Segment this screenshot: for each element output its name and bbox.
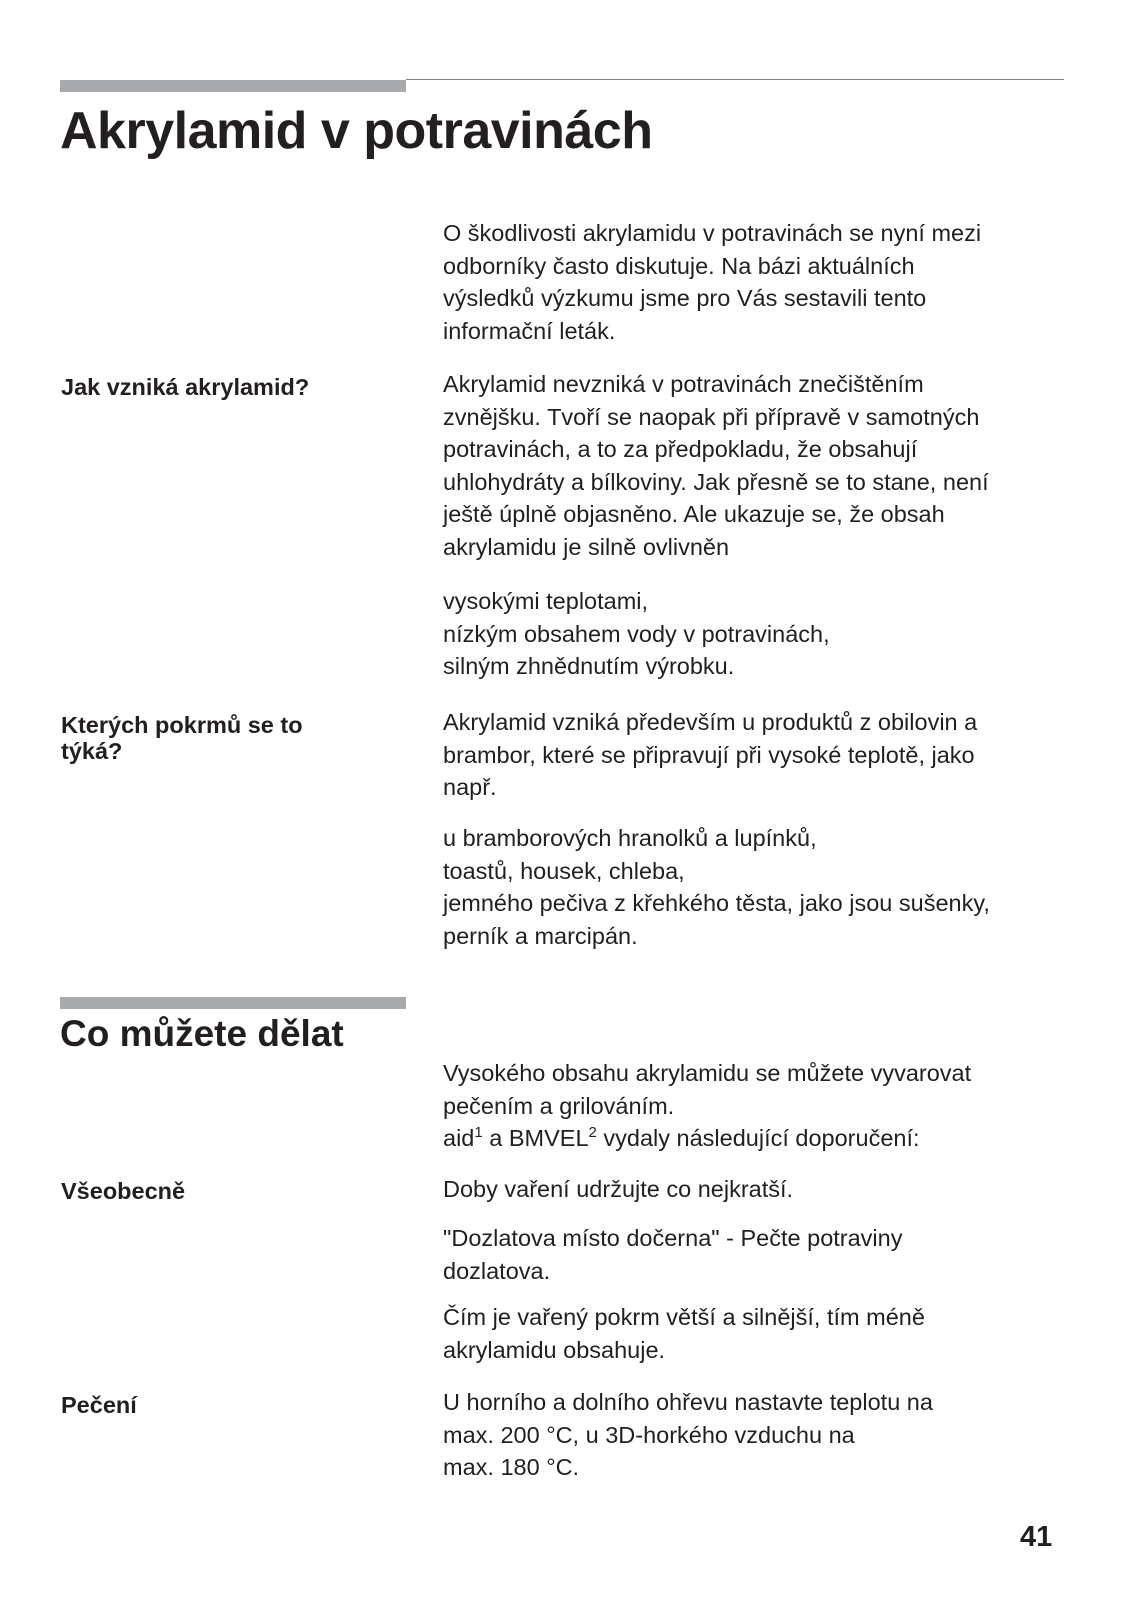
list-item: nízkým obsahem vody v potravinách, [443, 620, 830, 647]
title-rule-thin [406, 79, 1064, 80]
list-item: u bramborových hranolků a lupínků, [443, 825, 817, 851]
foods-list [443, 822, 1083, 952]
general-item-2: "Dozlatova místo dočerna" - Pečte potraviny dozlatova. [443, 1225, 903, 1284]
foods-heading: Kterých pokrmů se to týká? [61, 712, 303, 764]
list-item: jemného pečiva z křehkého těsta, jako jsou sušenky, [443, 890, 990, 916]
baking-heading: Pečení [61, 1392, 137, 1418]
list-item: silným zhnědnutím výrobku. [443, 653, 735, 679]
section-rule [60, 997, 406, 1009]
title-rule-thick [60, 80, 406, 92]
foods-paragraph: Akrylamid vzniká především u produktů z obilovin a brambor, které se připravují při vysoké teplotě, jako např. [443, 709, 978, 800]
general-item-3: Čím je vařený pokrm větší a silnější, tím méně akrylamidu obsahuje. [443, 1304, 925, 1363]
general-heading: Všeobecně [61, 1178, 186, 1204]
page-title: Akrylamid v potravinách [60, 102, 653, 160]
recommendation-line: aid$^1$ a BMVEL$^2$ vydaly následující doporučení: [443, 1124, 920, 1151]
section-title: Co můžete dělat [60, 1013, 344, 1054]
intro-paragraph: O škodlivosti akrylamidu v potravinách se nyní mezi odborníky často diskutuje. Na bázi aktuálních výsledků výzkumu jsme pro Vás sestavili tento informační leták. [443, 220, 982, 344]
baking-paragraph: U horního a dolního ohřevu nastavte teplotu na max. 200 °C, u 3D-horkého vzduchu na max. 180 °C. [443, 1389, 933, 1480]
section-intro: Vysokého obsahu akrylamidu se můžete vyvarovat pečením a grilováním. aid$^1$ a BMVEL$^2$ vydaly následující doporučení: [443, 1057, 1083, 1155]
origin-list [443, 585, 1083, 683]
list-item: toastů, housek, chleba, [443, 857, 685, 884]
origin-paragraph: Akrylamid nevzniká v potravinách znečištěním zvnějšku. Tvoří se naopak při přípravě v samotných potravinách, a to za předpokladu, že obsahují uhlohydráty a bílkoviny. Jak přesně se to stane, není ještě úplně objasněno. Ale ukazuje se, že obsah akrylamidu je silně ovlivněn [443, 371, 989, 560]
list-item: perník a marcipán. [443, 922, 638, 949]
origin-heading: Jak vzniká akrylamid? [61, 374, 310, 400]
list-item: vysokými teplotami, [443, 588, 649, 614]
page-number: 41 [1020, 1521, 1053, 1553]
general-item-1: Doby vaření udržujte co nejkratší. [443, 1176, 794, 1202]
